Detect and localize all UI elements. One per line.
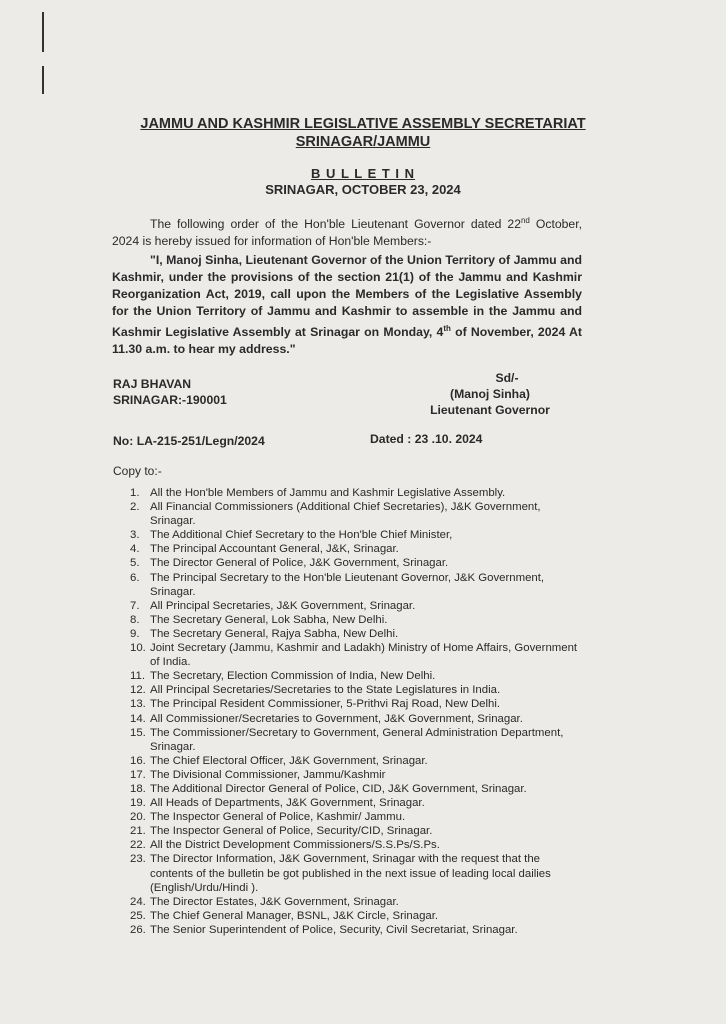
address-line: SRINAGAR:-190001 <box>113 393 227 407</box>
list-item-number: 23. <box>130 853 146 866</box>
list-item-number: 21. <box>130 825 146 838</box>
signatory-designation: Lieutenant Governor <box>430 403 550 417</box>
list-item-number: 6. <box>130 571 140 584</box>
list-item-text: The Director General of Police, J&K Government, Srinagar. <box>150 557 449 570</box>
list-item-text: The Inspector General of Police, Security/CID, Srinagar. <box>150 825 433 838</box>
list-item-number: 4. <box>130 543 140 556</box>
list-item-text: The Principal Secretary to the Hon'ble Lieutenant Governor, J&K Government, Srinagar. <box>150 571 545 598</box>
intro-text-cont: October, 2024 is hereby issued for information of Hon'ble Members:- <box>112 217 582 249</box>
list-item-text: All Financial Commissioners (Additional Chief Secretaries), J&K Government, Srinagar. <box>150 501 541 528</box>
list-item-text: The Additional Director General of Police, CID, J&K Government, Srinagar. <box>150 782 527 795</box>
list-item-text: All Heads of Departments, J&K Government, Srinagar. <box>150 797 425 810</box>
list-item <box>130 895 586 909</box>
list-item <box>130 796 586 810</box>
list-item <box>130 909 586 923</box>
address-line: RAJ BHAVAN <box>113 377 192 391</box>
list-item <box>130 641 586 669</box>
list-item-text: The Chief General Manager, BSNL, J&K Circle, Srinagar. <box>150 909 439 922</box>
list-item <box>130 697 586 711</box>
list-item-number: 26. <box>130 923 146 936</box>
list-item <box>130 852 586 894</box>
list-item <box>130 712 586 726</box>
list-item-number: 17. <box>130 768 146 781</box>
list-item <box>130 571 586 599</box>
signature-block <box>420 370 560 418</box>
bulletin-date: SRINAGAR, OCTOBER 23, 2024 <box>265 182 461 197</box>
order-text: "I, Manoj Sinha, Lieutenant Governor of the Union Territory of Jammu and Kashmir, under the provisions of the section 21(1) of the Jammu and Kashmir Reorganization Act, 2019, call upon the Members of the Legislative Assembly for the Union Territory of Jammu and Kashmir to assemble in the Jammu and Kashmir Legislative Assembly at Srinagar on Monday, 4 <box>112 253 582 340</box>
list-item-text: All the District Development Commissioners/S.S.Ps/S.Ps. <box>150 839 440 852</box>
list-item-number: 13. <box>130 698 146 711</box>
intro-paragraph <box>112 212 582 250</box>
list-item <box>130 556 586 570</box>
recipient-list <box>130 486 586 937</box>
list-item-number: 8. <box>130 613 140 626</box>
list-item-text: The Director Estates, J&K Government, Srinagar. <box>150 895 399 908</box>
list-item-text: The Inspector General of Police, Kashmir/ Jammu. <box>150 811 406 824</box>
list-item <box>130 669 586 683</box>
lg-order-quote <box>112 252 582 358</box>
raj-bhavan-address <box>113 376 227 408</box>
list-item-text: Joint Secretary (Jammu, Kashmir and Ladakh) Ministry of Home Affairs, Government of India. <box>150 642 578 669</box>
list-item <box>130 486 586 500</box>
list-item <box>130 810 586 824</box>
list-item <box>130 542 586 556</box>
secretariat-location: SRINAGAR/JAMMU <box>295 134 431 150</box>
list-item <box>130 838 586 852</box>
list-item-number: 3. <box>130 529 140 542</box>
reference-date: Dated : 23 .10. 2024 <box>370 432 483 446</box>
secretariat-title: JAMMU AND KASHMIR LEGISLATIVE ASSEMBLY SECRETARIAT <box>140 116 586 132</box>
list-item <box>130 782 586 796</box>
list-item <box>130 613 586 627</box>
list-item-text: The Secretary General, Lok Sabha, New Delhi. <box>150 613 388 626</box>
list-item <box>130 627 586 641</box>
list-item-text: The Director Information, J&K Government, Srinagar with the request that the contents of the bulletin be got published in the next issue of leading local dailies (English/Urdu/Hindi ). <box>150 853 551 894</box>
list-item-text: The Commissioner/Secretary to Government, General Administration Department, Srinagar. <box>150 726 564 753</box>
list-item-number: 22. <box>130 839 146 852</box>
list-item-text: The Principal Resident Commissioner, 5-Prithvi Raj Road, New Delhi. <box>150 698 501 711</box>
order-sup: th <box>443 324 451 333</box>
list-item-number: 10. <box>130 642 146 655</box>
list-item-number: 7. <box>130 599 140 612</box>
list-item <box>130 824 586 838</box>
list-item <box>130 528 586 542</box>
list-item-number: 20. <box>130 811 146 824</box>
list-item-number: 16. <box>130 754 146 767</box>
scan-mark <box>42 12 44 52</box>
list-item-text: All Principal Secretaries, J&K Government, Srinagar. <box>150 599 416 612</box>
list-item-text: The Chief Electoral Officer, J&K Government, Srinagar. <box>150 754 428 767</box>
list-item-text: All Commissioner/Secretaries to Government, J&K Government, Srinagar. <box>150 712 523 725</box>
scan-mark <box>42 66 44 94</box>
list-item-text: The Additional Chief Secretary to the Hon'ble Chief Minister, <box>150 529 453 542</box>
signature-sd: Sd/- <box>495 371 519 385</box>
list-item-number: 25. <box>130 909 146 922</box>
reference-number: No: LA-215-251/Legn/2024 <box>113 434 265 448</box>
list-item-number: 14. <box>130 712 146 725</box>
list-item-number: 11. <box>130 670 145 683</box>
list-item <box>130 923 586 937</box>
list-item-text: All Principal Secretaries/Secretaries to the State Legislatures in India. <box>150 684 501 697</box>
list-item-text: The Senior Superintendent of Police, Security, Civil Secretariat, Srinagar. <box>150 923 518 936</box>
intro-sup: nd <box>520 216 530 225</box>
list-item <box>130 768 586 782</box>
list-item-text: The Secretary General, Rajya Sabha, New Delhi. <box>150 627 399 640</box>
list-item-number: 24. <box>130 895 146 908</box>
list-item-number: 15. <box>130 726 146 739</box>
bulletin-title: B U L L E T I N <box>310 166 416 181</box>
list-item-text: All the Hon'ble Members of Jammu and Kashmir Legislative Assembly. <box>150 487 506 499</box>
list-item-text: The Divisional Commissioner, Jammu/Kashmir <box>150 768 386 781</box>
list-item <box>130 726 586 754</box>
list-item-number: 1. <box>130 487 140 499</box>
list-item-text: The Secretary, Election Commission of India, New Delhi. <box>150 670 436 683</box>
list-item-number: 19. <box>130 797 146 810</box>
list-item <box>130 500 586 528</box>
signatory-name: (Manoj Sinha) <box>450 387 530 401</box>
list-item-number: 5. <box>130 557 140 570</box>
list-item <box>130 683 586 697</box>
copy-to-label: Copy to:- <box>113 464 162 478</box>
order-text-cont: of November, 2024 At 11.30 a.m. to hear my address." <box>112 325 582 357</box>
list-item-number: 18. <box>130 782 146 795</box>
list-item-number: 9. <box>130 627 140 640</box>
list-item <box>130 599 586 613</box>
intro-text: The following order of the Hon'ble Lieutenant Governor dated 22 <box>150 217 521 232</box>
list-item <box>130 754 586 768</box>
list-item-number: 2. <box>130 501 140 514</box>
list-item-number: 12. <box>130 684 146 697</box>
list-item-text: The Principal Accountant General, J&K, Srinagar. <box>150 543 399 556</box>
